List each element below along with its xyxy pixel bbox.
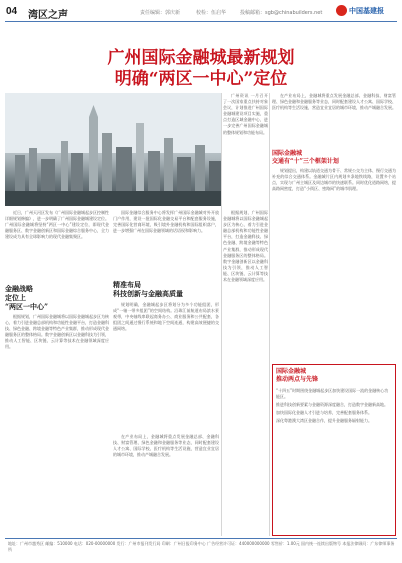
section-body-strategy: 根据规划，广州国际金融城将以国际金融城起步区为核心，着力引进金融总部机构和功能性金融平台，打造金融科技、绿色金融、跨境金融等特色产业集群，推动形成现代金融服务区的整体格局。数字金融创新区以金融科技为引领，推动人工智能、区块链、云计算等技术在金融领域深度应用。 [5,314,109,350]
list-item: 深化粤港澳大湾区金融合作，提升金融服务辐射能力。 [276,418,372,423]
list-item: 加快国际化金融人才引进与培养，完善配套服务体系。 [276,410,372,415]
section-body-transport: 规划提出，构建以轨道交通为骨干、常规公交为主体、慢行交通为补充的综合交通体系。金融城片区内规划多条地铁线路，设置多个站点，实现与广州主城区及周边城市的快速联系。同时优化道路网络，提高路网密度，打造“小街区、密路网”的城市肌理。 [272,168,396,192]
city-skyline-photo [5,93,221,206]
headline-line-1: 广州国际金融城最新规划 [107,48,295,68]
lead-paragraph: 近日，广州天河区发布《广州国际金融城起步区控制性详细规划修编》，进一步明确了广州国际金融城建设定位。广州国际金融城将坚持“两区一中心”建设定位，即现代金融服务区、数字金融创新区和国际金融综合服务中心，全力建设成为具有全球影响力的现代金融集聚区。 [5,210,109,240]
logo-text: 中国基建报 [349,7,384,15]
page-footer: 地址：广州市越秀区 邮编：510000 电话：020-00000000 发行：广州市报刊发行局 印刷：广州日报印务中心 广告经营许可证：440000000000 零售价：1.00元 国内统一连续出版物号 本报法律顾问：广东律师事务所 [8,541,395,552]
designer-credit: 校检：伍启华 [196,10,227,16]
section-body-layout: 规划明确，金融城起步区将划分为多个功能组团，形成“一轴一带多组团”的空间结构。沿珠江前航道布局滨水景观带，中央轴线串联起商务办公、商业服务和公共配套，各组团之间通过慢行系统和地下空间连通，构建高效便捷的交通网络。 [113,302,219,332]
newspaper-logo [336,5,396,17]
section-heading-layout: 精准布局 科技创新与金融高质量 [113,280,183,298]
column-rule [269,93,270,536]
page-section-name: 湾区之声 [28,10,68,21]
section-heading-transport: 国际金融城 交通有“十”三个框架计划 [272,150,339,165]
skyline-image [5,93,221,206]
column-rule [221,93,222,536]
section-body-column-4-top: 在产业布局上，金融城将重点发展金融总部、金融科技、财富管理、绿色金融和金融服务等业态，同时配套建设人才公寓、国际学校、医疗机构等生活设施，营造宜业宜居的城市环境，推动产城融合发展。 [272,93,396,111]
section-body-strategy-continued: 国际金融综合服务中心将发挥广州国际金融城对外开放门户作用，建设一批国际化金融交易平台和配套服务设施，完善国际化营商环境，吸引境外金融机构和国际组织落户，进一步增强广州在国际金融领域的话语权和影响力。 [113,210,219,234]
page-header [0,0,402,24]
header-rule [5,21,397,22]
section-heading-promotion: 国际金融城 推动两点与先锋 [276,368,319,383]
contact-email: 投稿邮箱：sgb@chinabuilders.net [240,10,323,16]
section-body-layout-continued: 在产业布局上，金融城将重点发展金融总部、金融科技、财富管理、绿色金融和金融服务等业态，同时配套建设人才公寓、国际学校、医疗机构等生活设施，营造宜业宜居的城市环境，推动产城融合发展。 [113,434,219,458]
editor-credit: 责任编辑：郭庆新 [140,10,181,16]
list-item: “十四五”时期围绕金融城起步区加快建设国际一流的金融核心功能区。 [276,388,389,399]
headline-line-2: 明确“两区一中心”定位 [114,69,288,89]
footer-rule [5,538,397,539]
promotion-bullet-list [276,388,392,426]
photo-caption: 广州资讯 一月召开了一次国家重点扶持对象会议，计划推进广州国际金融城建设项目实施，重点打造区域金融中心，进一步完善广州国际金融城的整体规划和功能布局。 [223,93,268,135]
logo-mark-icon [336,5,347,16]
section-heading-strategy: 金融战略 定位上 “两区一中心” [5,284,49,311]
list-item: 推进科技创新要素与金融资源深度融合，打造数字金融新高地。 [276,402,388,407]
section-body-column-3: 根据规划，广州国际金融城将以国际金融城起步区为核心，着力引进金融总部机构和功能性金融平台，打造金融科技、绿色金融、跨境金融等特色产业集群，推动形成现代金融服务区的整体格局。数字金融创新区以金融科技为引领，推动人工智能、区块链、云计算等技术在金融领域深度应用。 [223,210,268,283]
page-number: 04 [6,6,18,17]
